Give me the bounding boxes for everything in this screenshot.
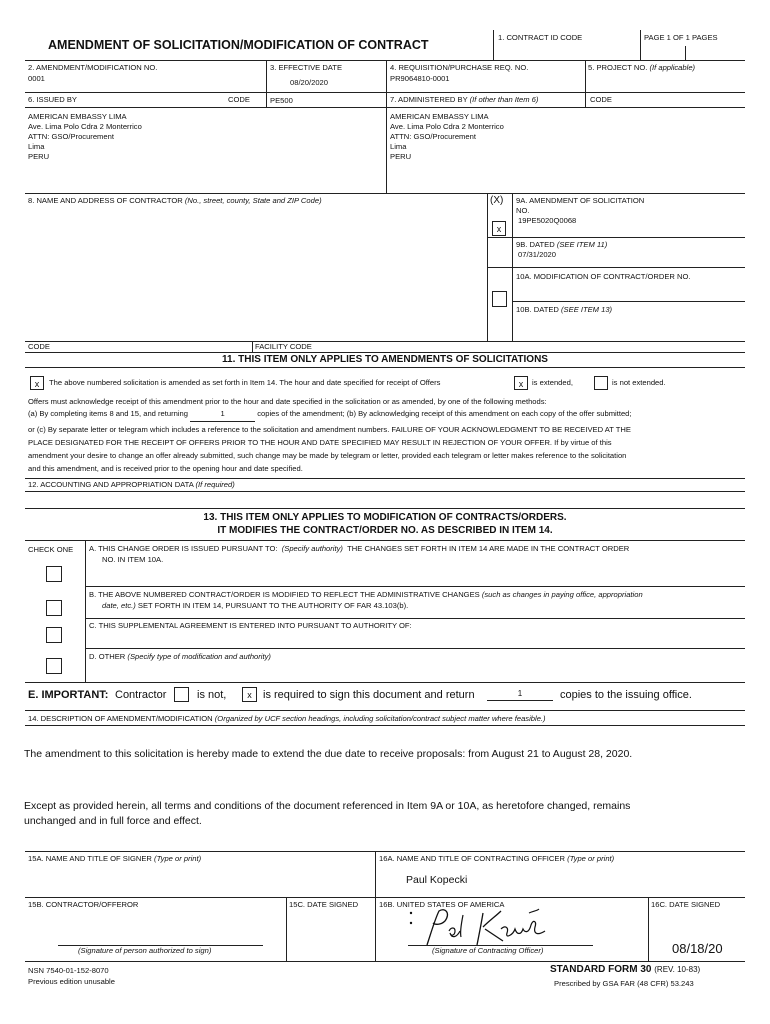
- effective-date-value: 08/20/2020: [290, 78, 329, 87]
- amend-solicitation-label: 9A. AMENDMENT OF SOLICITATION: [516, 196, 645, 205]
- signer-name-label: 15A. NAME AND TITLE OF SIGNER (Type or print): [28, 854, 202, 863]
- officer-signature-image: [405, 905, 565, 950]
- section-11-line-5: PLACE DESIGNATED FOR THE RECEIPT OF OFFERS PRIOR TO THE HOUR AND DATE SPECIFIED MAY RESULT IN REJECTION OF YOUR OFFER. If by virtue of this: [28, 438, 612, 447]
- option-d-text: D. OTHER (Specify type of modification and authority): [89, 652, 271, 661]
- important-contractor-text: Contractor: [115, 689, 167, 701]
- contractor-offeror-label: 15B. CONTRACTOR/OFFEROR: [28, 900, 139, 909]
- important-label: E. IMPORTANT:: [28, 689, 109, 701]
- previous-edition-note: Previous edition unusable: [28, 977, 115, 986]
- amend-solicitation-no-label: NO.: [516, 206, 530, 215]
- description-body-1: The amendment to this solicitation is hereby made to extend the due date to receive proposals: from August 21 to August 28, 2020.: [24, 748, 633, 760]
- date-signed-15c-label: 15C. DATE SIGNED: [289, 900, 359, 909]
- amend-solicitation-checkbox[interactable]: x: [492, 221, 506, 236]
- project-no-label: 5. PROJECT NO. (If applicable): [588, 63, 696, 72]
- admin-code-label: CODE: [590, 95, 612, 104]
- standard-form-label: STANDARD FORM 30 (REV. 10-83): [550, 964, 701, 975]
- date-signed-16c-value: 08/18/20: [672, 941, 723, 956]
- contracting-officer-name: Paul Kopecki: [406, 874, 468, 886]
- description-body-2b: unchanged and in full force and effect.: [24, 815, 202, 827]
- date-signed-16c-label: 16C. DATE SIGNED: [651, 900, 721, 909]
- return-copies-value: 1: [487, 688, 553, 701]
- contracting-officer-label: 16A. NAME AND TITLE OF CONTRACTING OFFICER (Type or print): [379, 854, 615, 863]
- nsn-number: NSN 7540-01-152-8070: [28, 966, 109, 975]
- amendment-no-value: 0001: [28, 74, 45, 83]
- option-b-line-2: date, etc.) SET FORTH IN ITEM 14, PURSUANT TO THE AUTHORITY OF FAR 43.103(b).: [102, 601, 409, 610]
- section-11-line-6: amendment your desire to change an offer already submitted, such change may be made by telegram or letter, provided each telegram or letter makes reference to the solicitation: [28, 451, 627, 460]
- section-11-line-3: (a) By completing items 8 and 15, and returning 1 copies of the amendment; (b) By acknowledging receipt of this amendment on each copy of the offer submitted;: [28, 408, 632, 422]
- effective-date-label: 3. EFFECTIVE DATE: [270, 63, 343, 72]
- description-body-2a: Except as provided herein, all terms and conditions of the document referenced in Item 9A or 10A, as heretofore changed, remains: [24, 800, 631, 812]
- officer-signature-caption: (Signature of Contracting Officer): [432, 946, 544, 955]
- issued-by-address: AMERICAN EMBASSY LIMA Ave. Lima Polo Cdra 2 Monterrico ATTN: GSO/Procurement Lima PERU: [28, 112, 142, 161]
- modification-label: 10A. MODIFICATION OF CONTRACT/ORDER NO.: [516, 272, 691, 281]
- dated-10b-label: 10B. DATED (SEE ITEM 13): [516, 305, 613, 314]
- dated-9b-value: 07/31/2020: [518, 250, 557, 259]
- modification-checkbox[interactable]: [492, 291, 507, 307]
- extended-label: is extended,: [532, 378, 573, 387]
- issued-code-label: CODE: [228, 95, 250, 104]
- not-extended-label: is not extended.: [612, 378, 666, 387]
- section-11-line-1: The above numbered solicitation is amended as set forth in Item 14. The hour and date specified for receipt of Offers: [49, 378, 441, 387]
- option-a-line-2: NO. IN ITEM 10A.: [102, 555, 164, 564]
- dated-9b-label: 9B. DATED (SEE ITEM 11): [516, 240, 608, 249]
- requisition-label: 4. REQUISITION/PURCHASE REQ. NO.: [390, 63, 529, 72]
- is-required-checkbox[interactable]: x: [242, 687, 257, 702]
- form-title: AMENDMENT OF SOLICITATION/MODIFICATION OF CONTRACT: [48, 38, 429, 52]
- administered-by-address: AMERICAN EMBASSY LIMA Ave. Lima Polo Cdra 2 Monterrico ATTN: GSO/Procurement Lima PERU: [390, 112, 504, 161]
- copies-returned-value: 1: [190, 408, 255, 422]
- description-label: 14. DESCRIPTION OF AMENDMENT/MODIFICATION (Organized by UCF section headings, including solicitation/contract subject matter where feasible.): [28, 714, 546, 723]
- facility-code-label: FACILITY CODE: [255, 342, 312, 351]
- admin-changes-checkbox[interactable]: [46, 600, 62, 616]
- is-required-text: is required to sign this document and return: [263, 689, 475, 701]
- x-column-header: (X): [490, 195, 504, 206]
- not-extended-checkbox[interactable]: [594, 376, 608, 390]
- option-b-line-1: B. THE ABOVE NUMBERED CONTRACT/ORDER IS MODIFIED TO REFLECT THE ADMINISTRATIVE CHANGES (such as changes in paying office, appropriation: [89, 590, 643, 599]
- usa-label: 16B. UNITED STATES OF AMERICA: [379, 900, 505, 909]
- supplemental-agreement-checkbox[interactable]: [46, 627, 62, 643]
- administered-by-label: 7. ADMINISTERED BY (If other than Item 6): [390, 95, 539, 104]
- extended-checkbox[interactable]: x: [514, 376, 528, 390]
- option-a-line-1: A. THIS CHANGE ORDER IS ISSUED PURSUANT TO: (Specify authority) THE CHANGES SET FORTH IN ITEM 14 ARE MADE IN THE CONTRACT ORDER: [89, 544, 630, 553]
- other-modification-checkbox[interactable]: [46, 658, 62, 674]
- section-13-heading-1: 13. THIS ITEM ONLY APPLIES TO MODIFICATION OF CONTRACTS/ORDERS.: [203, 512, 567, 523]
- section-11-line-7: and this amendment, and is received prior to the opening hour and date specified.: [28, 464, 303, 473]
- issued-by-label: 6. ISSUED BY: [28, 95, 77, 104]
- amend-solicitation-value: 19PE5020Q0068: [518, 216, 577, 225]
- is-not-checkbox[interactable]: [174, 687, 189, 702]
- is-not-label: is not,: [197, 689, 227, 701]
- page-count-label: PAGE 1 OF 1 PAGES: [644, 33, 718, 42]
- section-11-line-4: or (c) By separate letter or telegram which includes a reference to the solicitation and amendment numbers. FAILURE OF YOUR ACKNOWLEDGMENT TO BE RECEIVED AT THE: [28, 425, 631, 434]
- issued-code-value: PE500: [270, 96, 293, 105]
- section-13-heading-2: IT MODIFIES THE CONTRACT/ORDER NO. AS DESCRIBED IN ITEM 14.: [217, 525, 553, 536]
- change-order-checkbox[interactable]: [46, 566, 62, 582]
- contractor-signature-caption: (Signature of person authorized to sign): [78, 946, 212, 955]
- accounting-label: 12. ACCOUNTING AND APPROPRIATION DATA (If required): [28, 480, 235, 489]
- requisition-value: PR9064810-0001: [390, 74, 450, 83]
- solicitation-amended-checkbox[interactable]: x: [30, 376, 44, 390]
- return-copies-text: copies to the issuing office.: [560, 689, 692, 701]
- contractor-code-label: CODE: [28, 342, 50, 351]
- section-11-heading: 11. THIS ITEM ONLY APPLIES TO AMENDMENTS OF SOLICITATIONS: [222, 354, 548, 365]
- option-c-text: C. THIS SUPPLEMENTAL AGREEMENT IS ENTERED INTO PURSUANT TO AUTHORITY OF:: [89, 621, 412, 630]
- contract-id-label: 1. CONTRACT ID CODE: [498, 33, 583, 42]
- prescribed-by: Prescribed by GSA FAR (48 CFR) 53.243: [554, 979, 694, 988]
- contractor-name-label: 8. NAME AND ADDRESS OF CONTRACTOR (No., street, county, State and ZIP Code): [28, 196, 322, 205]
- check-one-label: CHECK ONE: [28, 545, 74, 554]
- section-11-line-2: Offers must acknowledge receipt of this amendment prior to the hour and date specified in the solicitation or as amended, by one of the following methods:: [28, 397, 547, 406]
- amendment-no-label: 2. AMENDMENT/MODIFICATION NO.: [28, 63, 158, 72]
